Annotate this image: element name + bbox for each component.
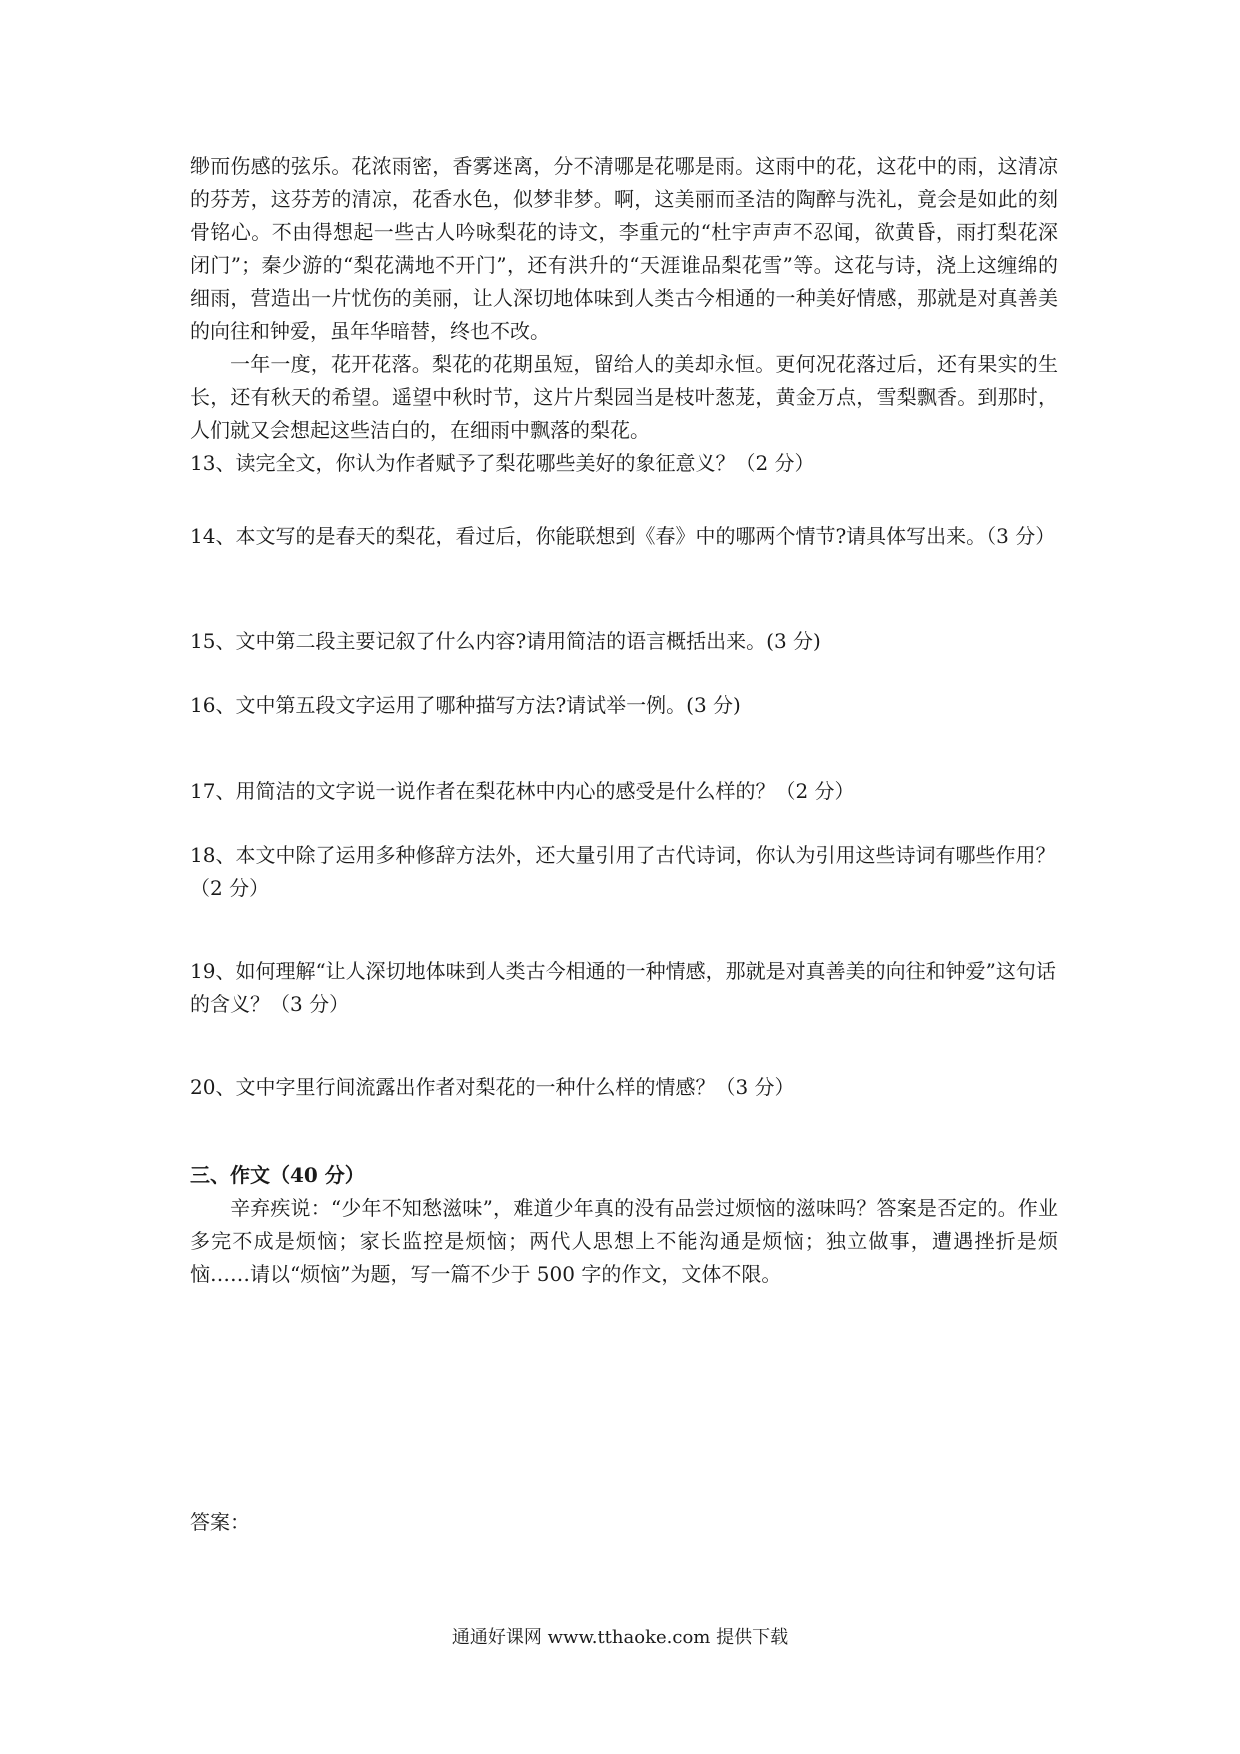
- document-body: [190, 150, 1058, 1291]
- passage-paragraph-1: 缈而伤感的弦乐。花浓雨密，香雾迷离，分不清哪是花哪是雨。这雨中的花，这花中的雨，这清凉的芬芳，这芬芳的清凉，花香水色，似梦非梦。啊，这美丽而圣洁的陶醉与洗礼，竟会是如此的刻骨铭心。不由得想起一些古人吟咏梨花的诗文，李重元的“杜宇声声不忍闻，欲黄昏，雨打梨花深闭门”；秦少游的“梨花满地不开门”，还有洪升的“天涯谁品梨花雪”等。这花与诗，浇上这缠绵的细雨，营造出一片忧伤的美丽，让人深切地体味到人类古今相通的一种美好情感，那就是对真善美的向往和钟爱，虽年华暗替，终也不改。: [190, 154, 1058, 343]
- page-footer: 通通好课网 www.tthaoke.com 提供下载: [451, 1627, 789, 1648]
- question-19: 19、如何理解“让人深切地体味到人类古今相通的一种情感，那就是对真善美的向往和钟爱”这句话的含义？（3 分）: [190, 959, 1056, 1016]
- question-20: 20、文中字里行间流露出作者对梨花的一种什么样的情感？（3 分）: [190, 1075, 795, 1099]
- answer-space: [190, 658, 1058, 689]
- question-13: 13、读完全文，你认为作者赋予了梨花哪些美好的象征意义？（2 分）: [190, 451, 815, 475]
- answer-space: [190, 905, 1058, 955]
- answer-space: [190, 1104, 1058, 1159]
- answer-space: [190, 1021, 1058, 1071]
- passage-paragraph-2: 一年一度，花开花落。梨花的花期虽短，留给人的美却永恒。更何况花落过后，还有果实的生长，还有秋天的希望。遥望中秋时节，这片片梨园当是枝叶葱茏，黄金万点，雪梨飘香。到那时，人们就又会想起这些洁白的，在细雨中飘落的梨花。: [190, 352, 1058, 442]
- question-18: 18、本文中除了运用多种修辞方法外，还大量引用了古代诗词，你认为引用这些诗词有哪些作用？（2 分）: [190, 843, 1056, 900]
- question-16: 16、文中第五段文字运用了哪种描写方法?请试举一例。(3 分): [190, 693, 741, 717]
- question-17: 17、用简洁的文字说一说作者在梨花林中内心的感受是什么样的？（2 分）: [190, 779, 855, 803]
- question-15: 15、文中第二段主要记叙了什么内容?请用简洁的语言概括出来。(3 分): [190, 629, 821, 653]
- answer-space: [190, 553, 1058, 625]
- answer-label: 答案：: [190, 1510, 250, 1534]
- composition-prompt: 辛弃疾说：“少年不知愁滋味”，难道少年真的没有品尝过烦恼的滋味吗？答案是否定的。作业多完不成是烦恼；家长监控是烦恼；两代人思想上不能沟通是烦恼；独立做事，遭遇挫折是烦恼……请以“烦恼”为题，写一篇不少于 500 字的作文，文体不限。: [190, 1196, 1058, 1286]
- answer-space: [190, 722, 1058, 775]
- answer-space: [190, 808, 1058, 839]
- question-14: 14、本文写的是春天的梨花，看过后，你能联想到《春》中的哪两个情节?请具体写出来。（3 分）: [190, 524, 1056, 548]
- composition-title: 三、作文（40 分）: [190, 1163, 365, 1187]
- answer-space: [190, 480, 1058, 520]
